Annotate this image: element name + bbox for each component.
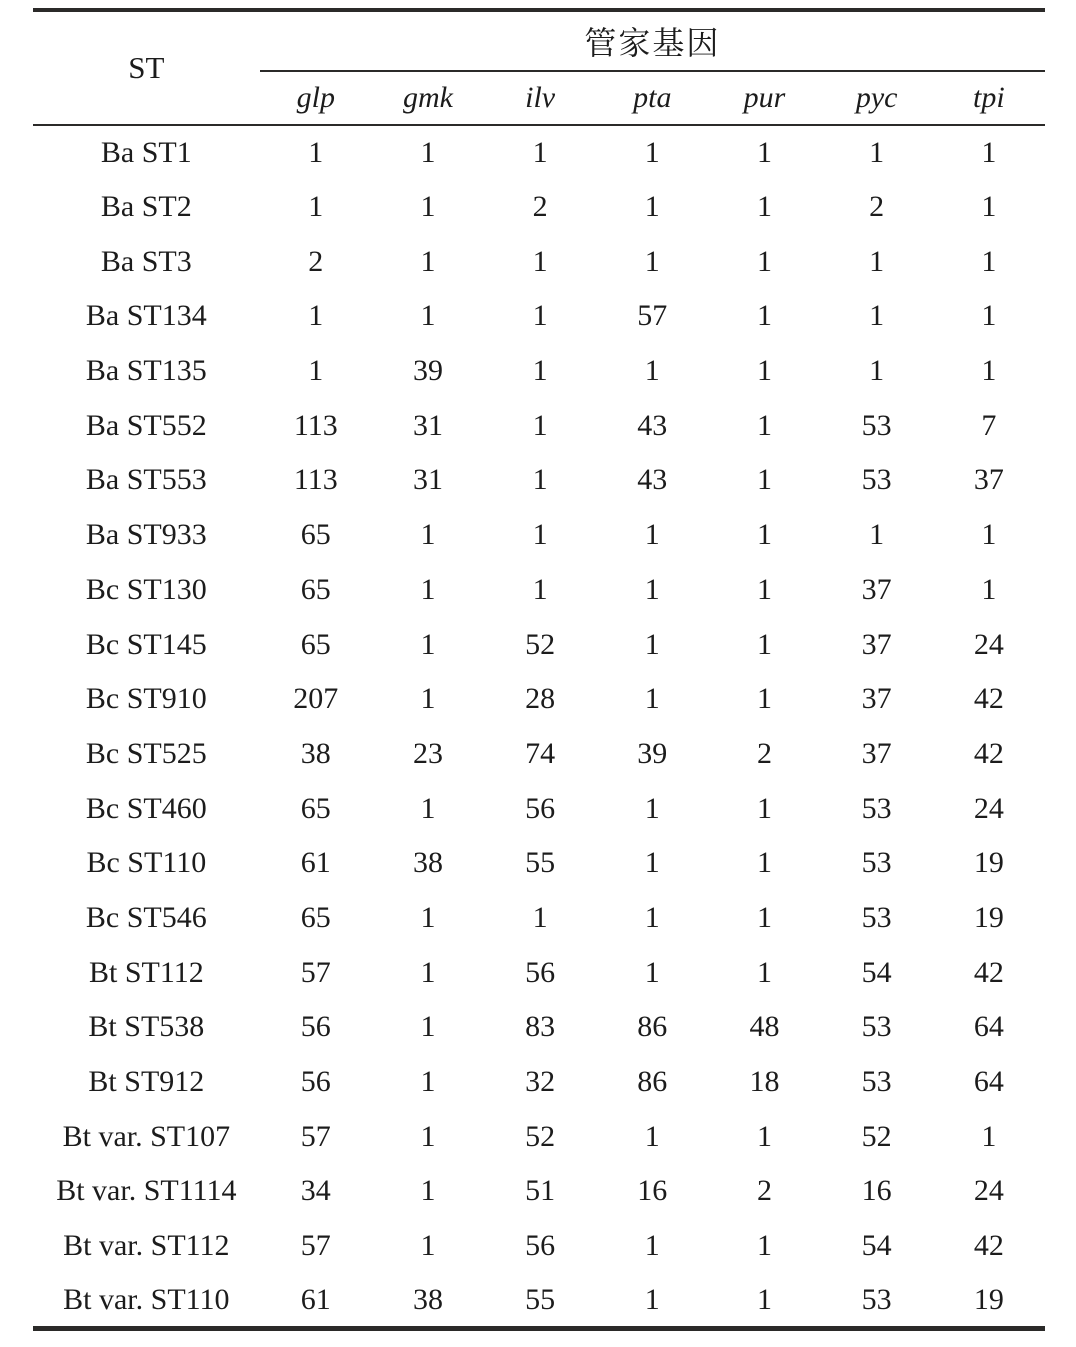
allele-value: 42 <box>973 736 1004 770</box>
allele-value: 1 <box>532 463 548 497</box>
row-st-label: Ba ST3 <box>100 244 192 278</box>
row-st-label: Ba ST933 <box>85 518 207 552</box>
allele-value: 2 <box>756 736 772 770</box>
allele-value: 1 <box>420 791 436 825</box>
allele-value: 37 <box>861 572 892 606</box>
allele-value: 42 <box>973 682 1004 716</box>
allele-value: 2 <box>869 190 885 224</box>
allele-value: 1 <box>644 900 660 934</box>
allele-value: 1 <box>981 299 997 333</box>
allele-value: 53 <box>861 900 892 934</box>
row-st-label: Bt var. ST110 <box>63 1282 230 1316</box>
allele-value: 1 <box>981 354 997 388</box>
allele-value: 1 <box>756 572 772 606</box>
allele-value: 1 <box>420 955 436 989</box>
allele-value: 113 <box>293 408 338 442</box>
table-row <box>33 508 1045 563</box>
allele-value: 86 <box>637 1010 668 1044</box>
housekeeping-genes-group-header: 管家基因 <box>260 10 1045 71</box>
allele-value: 1 <box>420 1229 436 1263</box>
allele-value: 1 <box>756 791 772 825</box>
row-st-label: Bc ST130 <box>85 572 207 606</box>
allele-value: 1 <box>420 1010 436 1044</box>
allele-value: 1 <box>756 299 772 333</box>
allele-value: 28 <box>525 682 556 716</box>
table-row <box>33 234 1045 289</box>
allele-value: 61 <box>300 846 331 880</box>
allele-value: 57 <box>300 1229 331 1263</box>
allele-value: 1 <box>869 354 885 388</box>
allele-value: 53 <box>861 1010 892 1044</box>
allele-value: 1 <box>644 518 660 552</box>
allele-value: 1 <box>644 846 660 880</box>
allele-value: 1 <box>308 190 324 224</box>
allele-value: 65 <box>300 791 331 825</box>
allele-value: 65 <box>300 627 331 661</box>
allele-value: 52 <box>525 627 556 661</box>
allele-value: 1 <box>644 1119 660 1153</box>
row-st-label: Ba ST552 <box>85 408 207 442</box>
table-row <box>33 344 1045 399</box>
gene-col-header-pur: pur <box>708 71 820 125</box>
row-st-label: Bt var. ST1114 <box>56 1174 237 1208</box>
allele-value: 43 <box>637 408 668 442</box>
allele-value: 57 <box>300 1119 331 1153</box>
table-row <box>33 289 1045 344</box>
allele-value: 19 <box>973 846 1004 880</box>
table-header <box>33 10 1045 125</box>
allele-value: 1 <box>532 135 548 169</box>
allele-value: 2 <box>532 190 548 224</box>
allele-value: 1 <box>644 627 660 661</box>
allele-value: 1 <box>532 900 548 934</box>
allele-value: 38 <box>300 736 331 770</box>
table-row <box>33 1219 1045 1274</box>
allele-value: 53 <box>861 408 892 442</box>
allele-value: 54 <box>861 1229 892 1263</box>
row-st-label: Bt ST538 <box>88 1010 205 1044</box>
allele-value: 24 <box>973 1174 1004 1208</box>
row-st-label: Bc ST910 <box>85 682 207 716</box>
row-st-label: Bc ST145 <box>85 627 207 661</box>
allele-value: 65 <box>300 518 331 552</box>
row-st-label: Bt var. ST107 <box>62 1119 231 1153</box>
gene-col-header-pyc: pyc <box>821 71 933 125</box>
allele-value: 38 <box>412 1282 443 1316</box>
allele-value: 55 <box>525 846 556 880</box>
allele-value: 1 <box>532 244 548 278</box>
allele-value: 32 <box>525 1065 556 1099</box>
row-st-label: Bt ST112 <box>88 955 204 989</box>
table-row <box>33 1164 1045 1219</box>
table-row <box>33 1109 1045 1164</box>
allele-value: 1 <box>644 354 660 388</box>
row-st-label: Bt var. ST112 <box>63 1229 230 1263</box>
allele-value: 1 <box>756 135 772 169</box>
allele-value: 56 <box>300 1065 331 1099</box>
allele-value: 37 <box>861 682 892 716</box>
table-row <box>33 398 1045 453</box>
gene-col-header-pta: pta <box>596 71 708 125</box>
allele-value: 53 <box>861 1065 892 1099</box>
row-st-label: Bc ST460 <box>85 791 207 825</box>
allele-value: 1 <box>869 518 885 552</box>
row-st-label: Bc ST525 <box>85 736 207 770</box>
allele-value: 53 <box>861 463 892 497</box>
allele-value: 1 <box>869 244 885 278</box>
table-row <box>33 1055 1045 1110</box>
allele-value: 1 <box>756 955 772 989</box>
allele-value: 53 <box>861 1282 892 1316</box>
allele-value: 1 <box>644 955 660 989</box>
allele-value: 1 <box>532 299 548 333</box>
allele-value: 1 <box>420 1065 436 1099</box>
allele-value: 1 <box>869 135 885 169</box>
table-row <box>33 891 1045 946</box>
allele-value: 31 <box>412 408 443 442</box>
allele-value: 54 <box>861 955 892 989</box>
allele-value: 113 <box>293 463 338 497</box>
allele-value: 38 <box>412 846 443 880</box>
allele-value: 86 <box>637 1065 668 1099</box>
allele-value: 24 <box>973 791 1004 825</box>
allele-value: 2 <box>308 244 324 278</box>
allele-value: 56 <box>525 791 556 825</box>
allele-value: 51 <box>525 1174 556 1208</box>
table-row <box>33 563 1045 618</box>
allele-value: 1 <box>981 190 997 224</box>
allele-value: 1 <box>756 354 772 388</box>
allele-value: 53 <box>861 846 892 880</box>
allele-value: 64 <box>973 1065 1004 1099</box>
allele-value: 1 <box>420 900 436 934</box>
table-row <box>33 945 1045 1000</box>
allele-value: 207 <box>293 682 339 716</box>
allele-value: 83 <box>525 1010 556 1044</box>
allele-value: 61 <box>300 1282 331 1316</box>
allele-value: 1 <box>756 463 772 497</box>
allele-value: 43 <box>637 463 668 497</box>
allele-value: 65 <box>300 900 331 934</box>
allele-value: 37 <box>973 463 1004 497</box>
table-row <box>33 453 1045 508</box>
allele-value: 1 <box>756 900 772 934</box>
allele-value: 1 <box>532 354 548 388</box>
gene-col-header-gmk: gmk <box>372 71 484 125</box>
allele-value: 24 <box>973 627 1004 661</box>
allele-value: 1 <box>420 1174 436 1208</box>
allele-value: 1 <box>756 682 772 716</box>
allele-value: 55 <box>525 1282 556 1316</box>
group-header-row <box>33 10 1045 71</box>
allele-value: 1 <box>532 572 548 606</box>
allele-value: 1 <box>756 244 772 278</box>
allele-value: 37 <box>861 627 892 661</box>
allele-value: 1 <box>756 190 772 224</box>
allele-value: 39 <box>412 354 443 388</box>
allele-value: 1 <box>420 682 436 716</box>
allele-value: 1 <box>308 354 324 388</box>
allele-value: 52 <box>861 1119 892 1153</box>
allele-value: 1 <box>756 408 772 442</box>
table-row <box>33 180 1045 235</box>
allele-value: 31 <box>412 463 443 497</box>
allele-value: 16 <box>637 1174 668 1208</box>
allele-value: 1 <box>644 244 660 278</box>
allele-value: 1 <box>981 244 997 278</box>
allele-value: 74 <box>525 736 556 770</box>
table-body <box>33 125 1045 1328</box>
table-row <box>33 1000 1045 1055</box>
allele-value: 19 <box>973 1282 1004 1316</box>
allele-value: 39 <box>637 736 668 770</box>
allele-value: 1 <box>644 135 660 169</box>
allele-value: 1 <box>420 190 436 224</box>
row-st-label: Ba ST2 <box>100 190 192 224</box>
allele-value: 1 <box>756 518 772 552</box>
gene-col-header-tpi: tpi <box>933 71 1045 125</box>
table-row <box>33 1273 1045 1328</box>
allele-value: 1 <box>756 846 772 880</box>
table-row <box>33 617 1045 672</box>
allele-value: 1 <box>756 1119 772 1153</box>
gene-col-header-glp: glp <box>260 71 372 125</box>
st-column-header: ST <box>33 10 260 125</box>
allele-value: 2 <box>756 1174 772 1208</box>
allele-value: 16 <box>861 1174 892 1208</box>
allele-value: 1 <box>420 518 436 552</box>
row-st-label: Ba ST1 <box>100 135 192 169</box>
allele-value: 1 <box>644 682 660 716</box>
allele-value: 1 <box>308 135 324 169</box>
allele-value: 1 <box>308 299 324 333</box>
allele-value: 1 <box>869 299 885 333</box>
allele-value: 1 <box>644 791 660 825</box>
table-row <box>33 836 1045 891</box>
allele-value: 1 <box>981 1119 997 1153</box>
allele-value: 1 <box>644 1282 660 1316</box>
allele-value: 56 <box>525 1229 556 1263</box>
allele-value: 1 <box>644 1229 660 1263</box>
allele-value: 19 <box>973 900 1004 934</box>
row-st-label: Ba ST553 <box>85 463 207 497</box>
allele-value: 1 <box>981 135 997 169</box>
allele-value: 1 <box>420 244 436 278</box>
allele-value: 1 <box>981 518 997 552</box>
allele-value: 1 <box>644 572 660 606</box>
row-st-label: Bc ST546 <box>85 900 207 934</box>
allele-value: 34 <box>300 1174 331 1208</box>
allele-value: 57 <box>637 299 668 333</box>
row-st-label: Ba ST134 <box>85 299 207 333</box>
allele-value: 1 <box>981 572 997 606</box>
allele-value: 1 <box>532 408 548 442</box>
allele-value: 1 <box>756 1282 772 1316</box>
gene-col-header-ilv: ilv <box>484 71 596 125</box>
allele-value: 65 <box>300 572 331 606</box>
allele-value: 1 <box>420 627 436 661</box>
allele-value: 56 <box>300 1010 331 1044</box>
allele-value: 1 <box>420 299 436 333</box>
allele-value: 1 <box>756 627 772 661</box>
allele-value: 37 <box>861 736 892 770</box>
table-row <box>33 727 1045 782</box>
allele-value: 23 <box>412 736 443 770</box>
allele-value: 52 <box>525 1119 556 1153</box>
allele-value: 7 <box>981 408 997 442</box>
allele-value: 18 <box>749 1065 780 1099</box>
allele-value: 1 <box>756 1229 772 1263</box>
mlst-allele-table <box>33 8 1045 1331</box>
allele-value: 48 <box>749 1010 780 1044</box>
allele-value: 1 <box>420 135 436 169</box>
allele-value: 1 <box>420 572 436 606</box>
allele-value: 56 <box>525 955 556 989</box>
row-st-label: Bc ST110 <box>86 846 207 880</box>
table-row <box>33 125 1045 180</box>
allele-value: 42 <box>973 955 1004 989</box>
table-row <box>33 781 1045 836</box>
allele-value: 57 <box>300 955 331 989</box>
table-row <box>33 672 1045 727</box>
allele-value: 1 <box>532 518 548 552</box>
allele-value: 1 <box>420 1119 436 1153</box>
allele-value: 42 <box>973 1229 1004 1263</box>
row-st-label: Ba ST135 <box>85 354 207 388</box>
allele-value: 64 <box>973 1010 1004 1044</box>
allele-value: 1 <box>644 190 660 224</box>
row-st-label: Bt ST912 <box>88 1065 205 1099</box>
allele-value: 53 <box>861 791 892 825</box>
